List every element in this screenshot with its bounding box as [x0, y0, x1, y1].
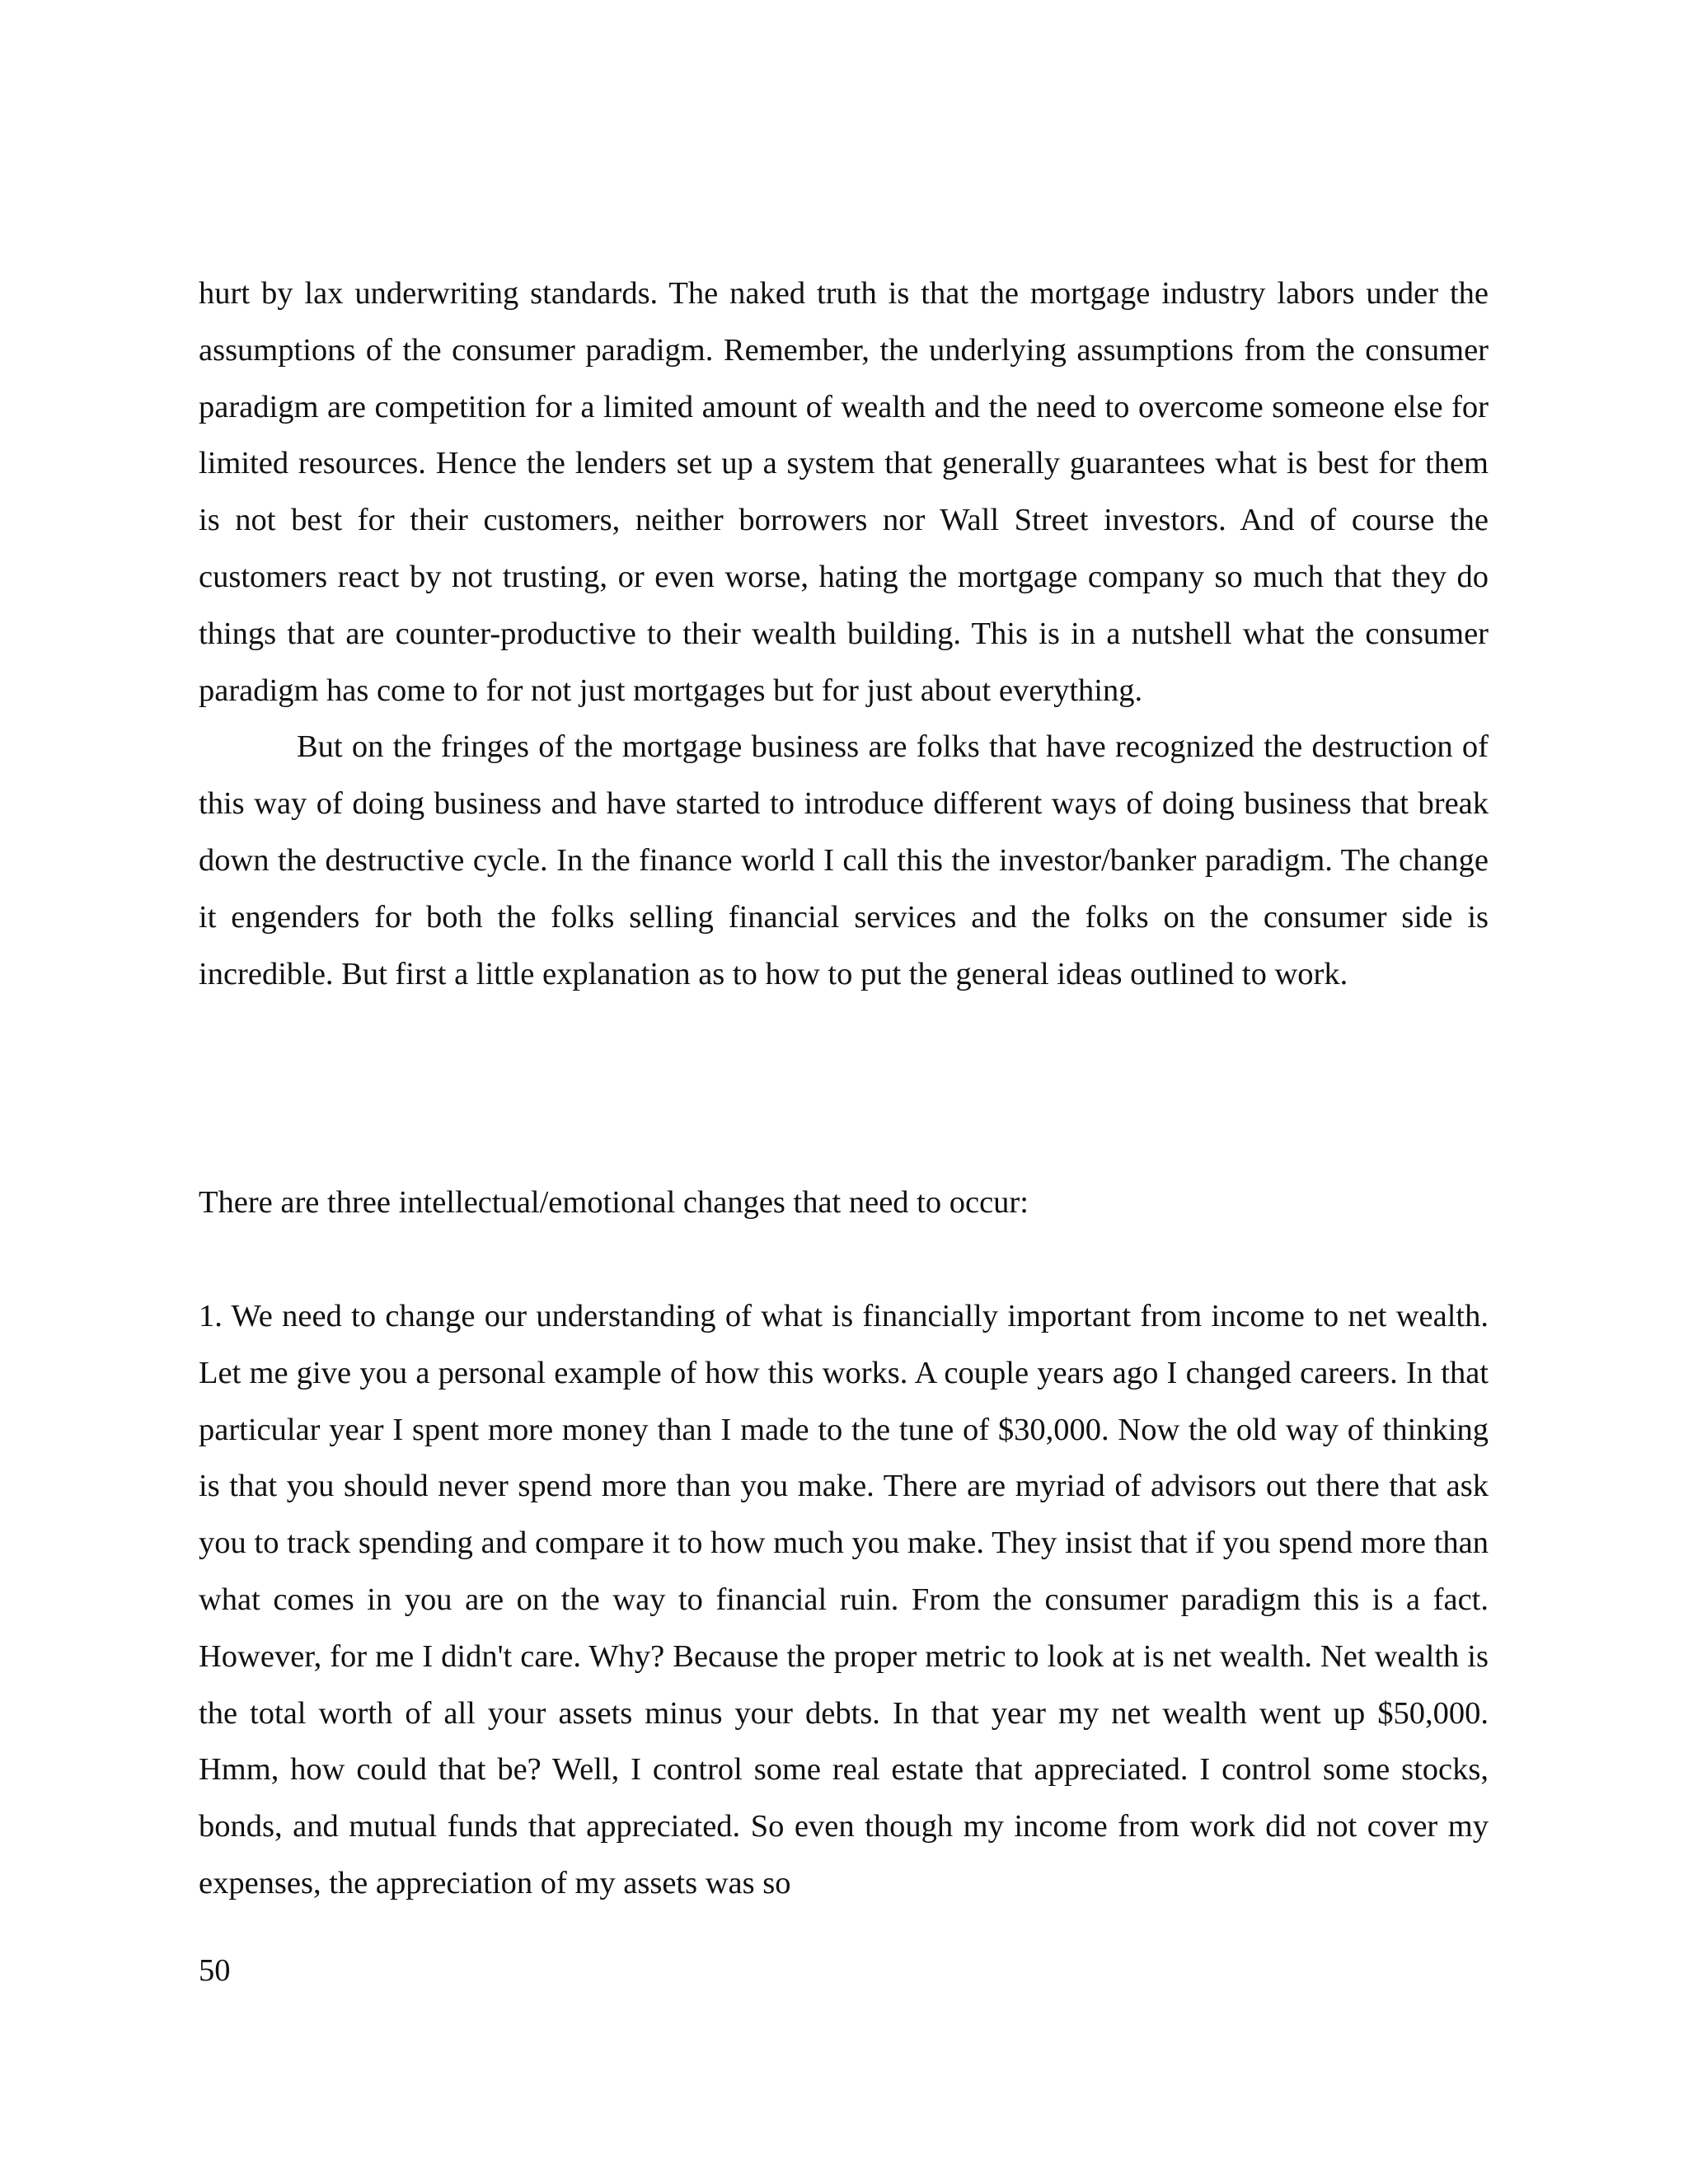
list-block [199, 1288, 1489, 1912]
paragraph-2: But on the fringes of the mortgage business are folks that have recognized the destruction of this way of doing business and have started to introduce different ways of doing business that break down the destructive cycle. In the finance world I call this the investor/banker paradigm. The change it engenders for both the folks selling financial services and the folks on the consumer side is incredible. But first a little explanation as to how to put the general ideas outlined to work. [199, 729, 1489, 991]
page-number: 50 [199, 1953, 231, 1988]
body-text [199, 265, 1489, 1002]
paragraph-1: hurt by lax underwriting standards. The naked truth is that the mortgage industry labors under the assumptions of the consumer paradigm. Remember, the underlying assumptions from the consumer paradigm are competition for a limited amount of wealth and the need to overcome someone else for limited resources. Hence the lenders set up a system that generally guarantees what is best for them is not best for their customers, neither borrowers nor Wall Street investors. And of course the customers react by not trusting, or even worse, hating the mortgage company so much that they do things that are counter-productive to their wealth building. This is in a nutshell what the consumer paradigm has come to for not just mortgages but for just about everything. [199, 276, 1489, 708]
list-item-1: 1. We need to change our understanding of what is financially important from income to net wealth. Let me give you a personal example of how this works. A couple years ago I changed careers. In that particular year I spent more money than I made to the tune of $30,000. Now the old way of thinking is that you should never spend more than you make. There are myriad of advisors out there that ask you to track spending and compare it to how much you make. They insist that if you spend more than what comes in you are on the way to financial ruin. From the consumer paradigm this is a fact. However, for me I didn't care. Why? Because the proper metric to look at is net wealth. Net wealth is the total worth of all your assets minus your debts. In that year my net wealth went up $50,000. Hmm, how could that be? Well, I control some real estate that appreciated. I control some stocks, bonds, and mutual funds that appreciated. So even though my income from work did not cover my expenses, the appreciation of my assets was so [199, 1299, 1489, 1900]
intro-line: There are three intellectual/emotional changes that need to occur: [199, 1185, 1029, 1220]
intro-line-block [199, 1174, 1489, 1231]
